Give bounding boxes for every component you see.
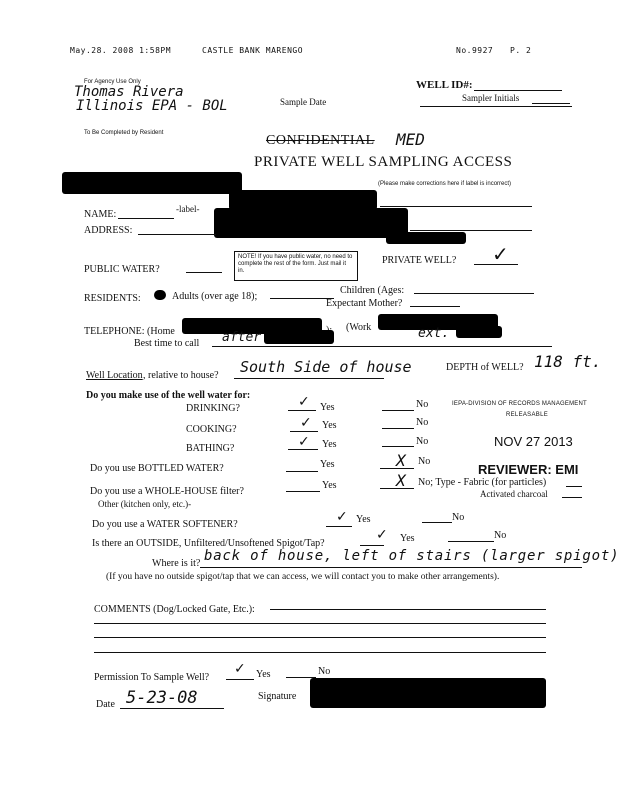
cooking-yes-line xyxy=(290,431,318,432)
whole-house-yes-line xyxy=(286,491,320,492)
cooking-no-line xyxy=(382,428,414,429)
address-line xyxy=(138,234,216,235)
redaction-block xyxy=(62,172,242,194)
adults-line xyxy=(270,298,334,299)
form-note: (Please make corrections here if label is incorrect) xyxy=(378,181,512,187)
well-location-suffix: , relative to house? xyxy=(143,370,219,381)
redaction-block xyxy=(264,330,334,344)
cooking-yes: Yes xyxy=(322,420,337,431)
outside-spigot-label: Is there an OUTSIDE, Unfiltered/Unsoftened Spigot/Tap? xyxy=(92,538,325,549)
redaction-block xyxy=(154,290,166,300)
private-well-checkmark: ✓ xyxy=(492,242,509,266)
permission-no: No xyxy=(318,666,331,677)
expectant-mother-line xyxy=(410,306,460,307)
outside-yes: Yes xyxy=(400,533,415,544)
drinking-no-line xyxy=(382,410,414,411)
fax-number: No.9927 xyxy=(456,46,494,55)
depth-value: 118 ft. xyxy=(534,352,602,371)
best-time-value: after xyxy=(222,330,262,345)
redaction-block xyxy=(214,208,408,238)
well-location-value: South Side of house xyxy=(240,358,412,376)
best-time-label: Best time to call xyxy=(134,338,200,349)
releasable-stamp: RELEASABLE xyxy=(506,412,549,418)
work-extension: ext. xyxy=(418,326,450,341)
name-right-line xyxy=(380,206,532,207)
private-well-label: PRIVATE WELL? xyxy=(382,255,457,266)
form-title: PRIVATE WELL SAMPLING ACCESS xyxy=(254,154,513,170)
residents-label: RESIDENTS: xyxy=(84,293,141,304)
bathing-checkmark: ✓ xyxy=(298,434,310,450)
drinking-yes-line xyxy=(288,410,316,411)
outside-checkmark: ✓ xyxy=(376,527,388,543)
permission-checkmark: ✓ xyxy=(234,661,246,677)
comments-label: COMMENTS (Dog/Locked Gate, Etc.): xyxy=(94,604,255,615)
division-stamp: IEPA-DIVISION OF RECORDS MANAGEMENT xyxy=(452,401,587,407)
charcoal-line xyxy=(562,497,582,498)
drinking-no: No xyxy=(416,399,429,410)
bottled-no: No xyxy=(418,456,431,467)
comments-line xyxy=(94,637,546,638)
depth-label: DEPTH of WELL? xyxy=(446,362,524,373)
softener-no-line xyxy=(422,522,452,523)
bathing-label: BATHING? xyxy=(186,443,235,454)
date-line xyxy=(120,708,224,709)
whole-house-label: Do you use a WHOLE-HOUSE filter? xyxy=(90,486,244,497)
sample-date-label: Sample Date xyxy=(280,97,327,107)
bathing-no-line xyxy=(382,446,414,447)
water-softener-label: Do you use a WATER SOFTENER? xyxy=(92,519,238,530)
whole-house-no-mark: X xyxy=(396,471,406,490)
work-label: (Work xyxy=(346,322,372,333)
public-water-label: PUBLIC WATER? xyxy=(84,264,160,275)
where-line xyxy=(200,567,582,568)
bottled-yes: Yes xyxy=(320,459,335,470)
bottled-yes-line xyxy=(286,471,318,472)
outside-yes-line xyxy=(360,545,384,546)
well-id-label: WELL ID#: xyxy=(416,79,473,91)
redaction-block xyxy=(229,190,377,210)
outside-no: No xyxy=(494,530,507,541)
well-id-line xyxy=(474,90,562,91)
well-location-line xyxy=(234,378,384,379)
date-stamp: NOV 27 2013 xyxy=(494,434,573,449)
cooking-no: No xyxy=(416,417,429,428)
name-label: NAME: xyxy=(84,209,117,220)
bottled-water-label: Do you use BOTTLED WATER? xyxy=(90,463,224,474)
signature-label: Signature xyxy=(258,691,297,702)
other-label: Other (kitchen only, etc.)- xyxy=(98,499,192,509)
confidential-struck: CONFIDENTIAL xyxy=(266,133,375,148)
activated-charcoal-label: Activated charcoal xyxy=(480,489,548,499)
agency-bottom-line xyxy=(420,106,572,107)
whole-house-type: No; Type - Fabric (for particles) xyxy=(418,477,547,488)
children-line xyxy=(414,293,534,294)
expectant-mother-label: Expectant Mother? xyxy=(326,298,403,309)
bottled-no-mark: X xyxy=(396,451,406,470)
comments-line xyxy=(270,609,546,610)
cooking-checkmark: ✓ xyxy=(300,415,312,431)
fax-date-time: May.28. 2008 1:58PM xyxy=(70,46,172,55)
use-question: Do you make use of the well water for: xyxy=(86,390,251,401)
handwritten-org: Illinois EPA - BOL xyxy=(76,98,228,114)
softener-yes-line xyxy=(326,526,352,527)
permission-yes-line xyxy=(226,679,254,680)
label-placeholder: -label- xyxy=(176,204,200,214)
public-water-line xyxy=(186,272,222,273)
redaction-block xyxy=(386,232,466,244)
bathing-yes: Yes xyxy=(322,439,337,450)
best-time-line xyxy=(212,346,552,347)
fax-page-number: P. 2 xyxy=(510,46,532,55)
date-label: Date xyxy=(96,699,115,710)
address-right-line xyxy=(410,230,532,231)
drinking-checkmark: ✓ xyxy=(298,394,310,410)
whole-house-yes: Yes xyxy=(322,480,337,491)
drinking-yes: Yes xyxy=(320,402,335,413)
children-label: Children (Ages: xyxy=(340,285,405,296)
comments-line xyxy=(94,652,546,653)
public-water-note-box: NOTE! If you have public water, no need to complete the rest of the form. Just mail it in. xyxy=(234,251,358,281)
reviewer-stamp: REVIEWER: EMI xyxy=(478,462,579,477)
confidential-handwritten: MED xyxy=(396,130,425,149)
adults-label: Adults (over age 18); xyxy=(172,291,258,302)
sampler-initials-label: Sampler Initials xyxy=(462,93,520,103)
softener-checkmark: ✓ xyxy=(336,509,348,525)
address-label: ADDRESS: xyxy=(84,225,133,236)
agency-use-label: For Agency Use Only xyxy=(84,79,141,85)
name-line xyxy=(118,218,174,219)
softener-no: No xyxy=(452,512,465,523)
drinking-label: DRINKING? xyxy=(186,403,240,414)
permission-label: Permission To Sample Well? xyxy=(94,672,210,683)
cooking-label: COOKING? xyxy=(186,424,237,435)
date-value: 5-23-08 xyxy=(126,688,198,708)
permission-yes: Yes xyxy=(256,669,271,680)
softener-yes: Yes xyxy=(356,514,371,525)
well-location-label: Well Location xyxy=(86,370,143,381)
signature-redaction xyxy=(310,678,546,708)
handwritten-name: Thomas Rivera xyxy=(74,84,184,100)
sampler-initials-line xyxy=(532,103,570,104)
comments-line xyxy=(94,623,546,624)
telephone-label: TELEPHONE: (Home xyxy=(84,326,175,337)
redaction-block xyxy=(456,326,502,338)
where-label: Where is it? xyxy=(152,558,201,569)
outside-no-line xyxy=(448,541,494,542)
where-value: back of house, left of stairs (larger spigot) xyxy=(204,548,620,564)
bathing-no: No xyxy=(416,436,429,447)
fabric-line xyxy=(566,486,582,487)
resident-note: To Be Completed by Resident xyxy=(84,130,164,136)
contact-note: (If you have no outside spigot/tap that we can access, we will contact you to make other arrangements). xyxy=(106,572,500,582)
fax-sender: CASTLE BANK MARENGO xyxy=(202,46,304,55)
